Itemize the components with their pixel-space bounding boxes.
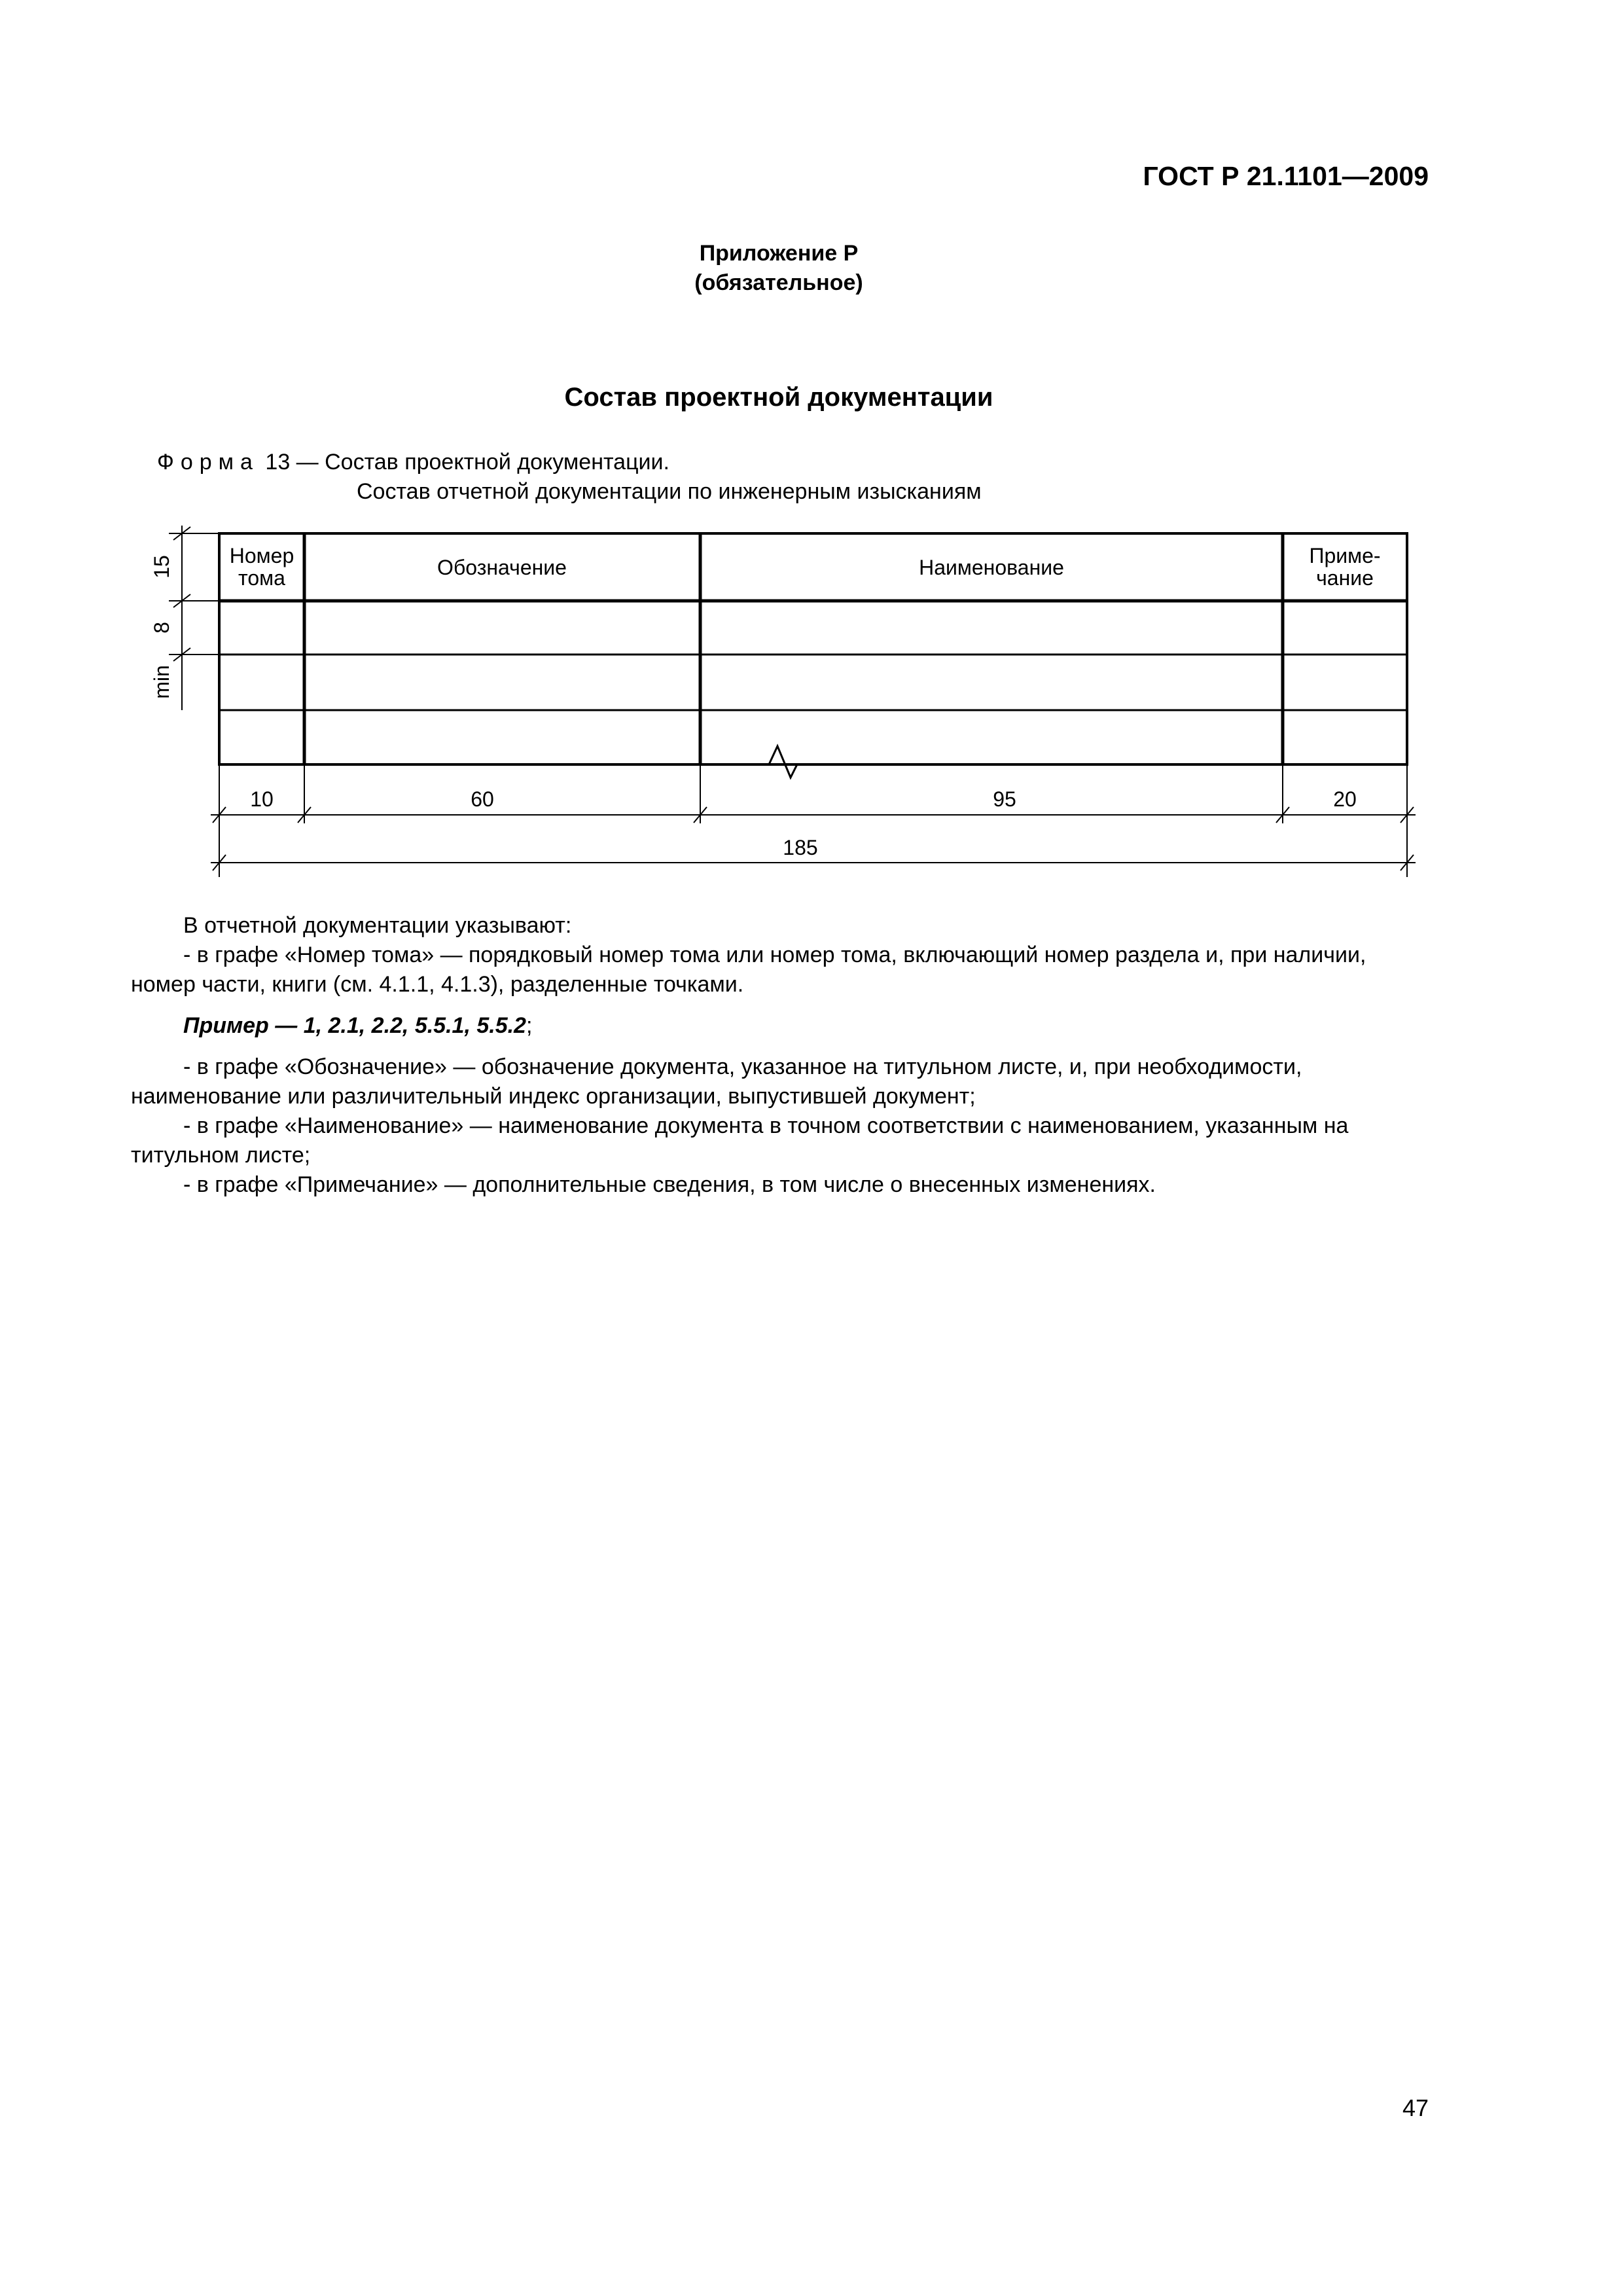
- note-paragraph: - в графе «Примечание» — дополнительные сведения, в том числе о внесенных изменениях.: [183, 1172, 1156, 1197]
- body-text: [131, 911, 1430, 1200]
- header-volume-line2: тома: [238, 566, 285, 590]
- header-note-line1: Приме-: [1309, 544, 1381, 567]
- name-paragraph: - в графе «Наименование» — наименование документа в точном соответствии с наименованием, указанным на титульном листе;: [131, 1113, 1349, 1168]
- intro-paragraph: В отчетной документации указывают:: [183, 913, 572, 938]
- form-label: Форма: [157, 450, 259, 475]
- dim-header-height: 15: [150, 555, 173, 579]
- appendix-title: Приложение Р: [699, 241, 859, 266]
- page-number: 47: [1402, 2094, 1429, 2121]
- table-frame: [219, 533, 1407, 764]
- designation-paragraph: - в графе «Обозначение» — обозначение документа, указанное на титульном листе, и, при необходимости, наименование или различительный индекс организации, выпустившей документ;: [131, 1054, 1302, 1109]
- form-table-drawing: [0, 0, 1623, 916]
- dim-row-min: min: [150, 665, 173, 699]
- dim-col-volume: 10: [250, 787, 274, 811]
- form-second-line: Состав отчетной документации по инженерным изысканиям: [357, 479, 982, 504]
- dim-col-name: 95: [993, 787, 1016, 811]
- form-number-text: 13 — Состав проектной документации.: [265, 450, 669, 475]
- dim-total-width: 185: [783, 836, 818, 859]
- volume-number-paragraph: - в графе «Номер тома» — порядковый номер тома или номер тома, включающий номер раздела и, при наличии, номер части, книги (см. 4.1.1, 4.1.3), разделенные точками.: [131, 942, 1366, 997]
- header-volume-line1: Номер: [229, 544, 294, 567]
- break-mark: [700, 746, 1283, 778]
- dim-row-height: 8: [150, 622, 173, 634]
- header-designation: Обозначение: [437, 556, 567, 579]
- dim-col-designation: 60: [471, 787, 494, 811]
- example-label: Пример — 1, 2.1, 2.2, 5.5.1, 5.5.2: [183, 1013, 526, 1038]
- section-title: Состав проектной документации: [564, 383, 993, 412]
- appendix-note: (обязательное): [694, 270, 863, 295]
- example-paragraph: [131, 1011, 1430, 1041]
- dim-col-note: 20: [1333, 787, 1357, 811]
- header-note-line2: чание: [1316, 566, 1374, 590]
- document-code: ГОСТ Р 21.1101—2009: [1143, 161, 1429, 191]
- header-name: Наименование: [919, 556, 1064, 579]
- example-tail: ;: [526, 1013, 533, 1038]
